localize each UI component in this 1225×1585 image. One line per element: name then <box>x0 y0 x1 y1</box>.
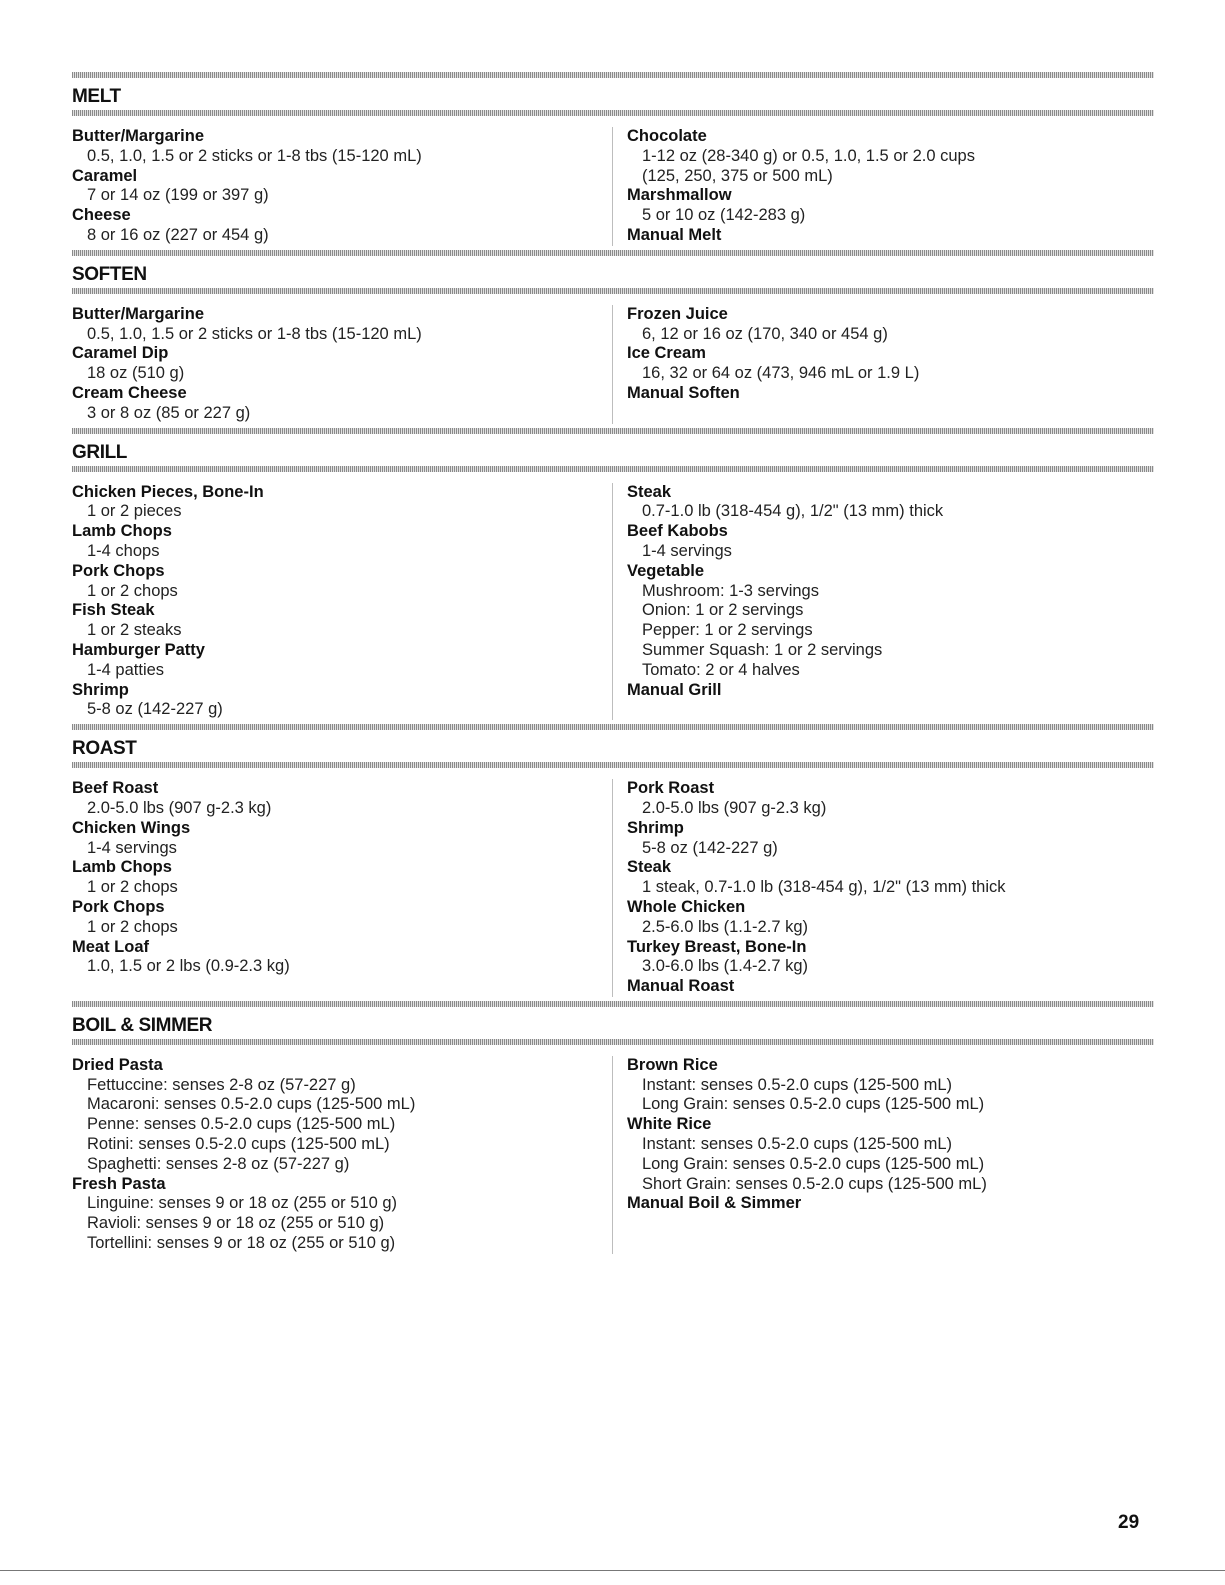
food-item-amount: Onion: 1 or 2 servings <box>642 601 804 620</box>
bottom-edge-line <box>0 1570 1225 1571</box>
food-item <box>627 1194 1154 1214</box>
food-item-amount: 2.0-5.0 lbs (907 g-2.3 kg) <box>642 798 827 817</box>
food-item-title: Manual Melt <box>627 225 722 244</box>
food-item <box>627 384 1154 404</box>
food-item-amount: Pepper: 1 or 2 servings <box>642 621 813 640</box>
left-column <box>72 1056 612 1254</box>
food-item-amount: 5 or 10 oz (142-283 g) <box>642 206 806 225</box>
food-item-amount: Rotini: senses 0.5-2.0 cups (125-500 mL) <box>87 1135 390 1154</box>
food-item-amount: (125, 250, 375 or 500 mL) <box>642 166 833 185</box>
section-title: ROAST <box>72 738 137 760</box>
food-item-title: Pork Chops <box>72 561 165 580</box>
food-item-amount: 1 or 2 chops <box>87 878 178 897</box>
food-item <box>627 681 1154 701</box>
food-item-amount: 0.5, 1.0, 1.5 or 2 sticks or 1-8 tbs (15-120 mL) <box>87 324 422 343</box>
food-item-title: Manual Boil & Simmer <box>627 1194 802 1213</box>
food-item <box>72 641 600 681</box>
food-item <box>627 779 1154 819</box>
section-body <box>72 768 1154 1001</box>
food-item <box>72 562 600 602</box>
food-item <box>72 779 600 819</box>
left-column <box>72 305 612 424</box>
section-title: GRILL <box>72 441 127 463</box>
food-item-amount: Long Grain: senses 0.5-2.0 cups (125-500 mL) <box>642 1154 985 1173</box>
food-item-amount: 1-4 patties <box>87 660 165 679</box>
food-item <box>72 819 600 859</box>
document-page <box>72 72 1154 1258</box>
food-item-title: Frozen Juice <box>627 304 728 323</box>
food-item-amount: 1-12 oz (28-340 g) or 0.5, 1.0, 1.5 or 2.0 cups <box>642 146 975 165</box>
food-item-title: Whole Chicken <box>627 897 746 916</box>
food-item-title: Vegetable <box>627 561 705 580</box>
food-item <box>72 681 600 721</box>
food-item-title: Marshmallow <box>627 186 732 205</box>
food-item-title: Manual Roast <box>627 977 735 996</box>
right-column <box>612 483 1154 721</box>
section-melt <box>72 72 1154 250</box>
food-item-title: Steak <box>627 482 672 501</box>
food-item <box>72 206 600 246</box>
food-item-amount: 6, 12 or 16 oz (170, 340 or 454 g) <box>642 324 888 343</box>
food-item-amount: 1 or 2 steaks <box>87 621 182 640</box>
food-item <box>627 858 1154 898</box>
food-item <box>72 601 600 641</box>
food-item-title: Manual Soften <box>627 383 740 402</box>
food-item <box>72 127 600 167</box>
food-item-amount: Fettuccine: senses 2-8 oz (57-227 g) <box>87 1075 356 1094</box>
food-item-amount: 1 steak, 0.7-1.0 lb (318-454 g), 1/2" (13 mm) thick <box>642 878 1006 897</box>
food-item <box>627 898 1154 938</box>
food-item-amount: 2.5-6.0 lbs (1.1-2.7 kg) <box>642 917 808 936</box>
food-item-title: Butter/Margarine <box>72 127 205 145</box>
food-item <box>72 522 600 562</box>
food-item-amount: Ravioli: senses 9 or 18 oz (255 or 510 g) <box>87 1214 385 1233</box>
food-item <box>72 384 600 424</box>
food-item-title: Steak <box>627 858 672 877</box>
food-item-amount: 1 or 2 chops <box>87 581 178 600</box>
food-item-amount: Instant: senses 0.5-2.0 cups (125-500 mL) <box>642 1075 953 1094</box>
food-item-amount: 0.5, 1.0, 1.5 or 2 sticks or 1-8 tbs (15-120 mL) <box>87 146 422 165</box>
food-item <box>627 483 1154 523</box>
food-item-title: Caramel <box>72 166 138 185</box>
food-item-amount: 1-4 servings <box>642 541 732 560</box>
left-column <box>72 483 612 721</box>
food-item-title: Manual Grill <box>627 680 722 699</box>
food-item <box>72 344 600 384</box>
food-item-amount: 18 oz (510 g) <box>87 364 185 383</box>
page-number: 29 <box>1118 1512 1140 1533</box>
food-item <box>627 305 1154 345</box>
food-item-amount: 1 or 2 pieces <box>87 502 182 521</box>
right-column <box>612 127 1154 246</box>
section-grill <box>72 428 1154 725</box>
food-item-title: Turkey Breast, Bone-In <box>627 937 807 956</box>
food-item-title: Chicken Pieces, Bone-In <box>72 482 264 501</box>
food-item-title: Shrimp <box>627 818 684 837</box>
food-item <box>72 483 600 523</box>
food-item <box>627 819 1154 859</box>
food-item <box>72 167 600 207</box>
food-item-title: Beef Kabobs <box>627 522 728 541</box>
food-item <box>72 938 600 978</box>
food-item-title: Chicken Wings <box>72 818 191 837</box>
section-title: BOIL & SIMMER <box>72 1014 213 1036</box>
food-item-title: Pork Chops <box>72 897 165 916</box>
food-item-amount: Short Grain: senses 0.5-2.0 cups (125-500 mL) <box>642 1174 987 1193</box>
food-item-title: Meat Loaf <box>72 937 150 956</box>
food-item <box>627 562 1154 681</box>
food-item-amount: 3 or 8 oz (85 or 227 g) <box>87 403 251 422</box>
food-item-amount: 7 or 14 oz (199 or 397 g) <box>87 186 269 205</box>
food-item-title: Dried Pasta <box>72 1055 163 1074</box>
food-item <box>72 858 600 898</box>
section-title: SOFTEN <box>72 263 147 285</box>
food-item <box>627 1056 1154 1115</box>
food-item-amount: Spaghetti: senses 2-8 oz (57-227 g) <box>87 1154 350 1173</box>
section-title: MELT <box>72 86 121 107</box>
food-item-amount: Macaroni: senses 0.5-2.0 cups (125-500 mL) <box>87 1095 416 1114</box>
food-item-amount: 3.0-6.0 lbs (1.4-2.7 kg) <box>642 957 808 976</box>
food-item-amount: 5-8 oz (142-227 g) <box>642 838 778 857</box>
food-item-title: Butter/Margarine <box>72 304 205 323</box>
food-item-title: Lamb Chops <box>72 522 172 541</box>
food-item <box>627 127 1154 186</box>
right-column <box>612 1056 1154 1254</box>
food-item-amount: 2.0-5.0 lbs (907 g-2.3 kg) <box>87 798 272 817</box>
food-item <box>627 938 1154 978</box>
food-item-title: Lamb Chops <box>72 858 172 877</box>
food-item-amount: 1-4 chops <box>87 541 160 560</box>
food-item <box>72 898 600 938</box>
food-item-title: Brown Rice <box>627 1055 718 1074</box>
food-item-amount: 8 or 16 oz (227 or 454 g) <box>87 225 269 244</box>
food-item-amount: 16, 32 or 64 oz (473, 946 mL or 1.9 L) <box>642 364 920 383</box>
food-item <box>627 522 1154 562</box>
food-item-amount: Penne: senses 0.5-2.0 cups (125-500 mL) <box>87 1115 396 1134</box>
food-item <box>72 305 600 345</box>
right-column <box>612 305 1154 424</box>
food-item-title: Pork Roast <box>627 779 715 798</box>
food-item <box>627 1115 1154 1194</box>
food-item-amount: Long Grain: senses 0.5-2.0 cups (125-500 mL) <box>642 1095 985 1114</box>
food-item-amount: Tomato: 2 or 4 halves <box>642 660 800 679</box>
section-body <box>72 294 1154 428</box>
food-item-amount: 0.7-1.0 lb (318-454 g), 1/2" (13 mm) thick <box>642 502 944 521</box>
food-item-title: Ice Cream <box>627 344 706 363</box>
food-item-title: Cream Cheese <box>72 383 187 402</box>
food-item-title: Caramel Dip <box>72 344 169 363</box>
left-column <box>72 127 612 246</box>
food-item-title: Shrimp <box>72 680 129 699</box>
food-item-title: Beef Roast <box>72 779 159 798</box>
food-item-title: Chocolate <box>627 127 707 145</box>
food-item <box>627 344 1154 384</box>
food-item <box>627 186 1154 226</box>
food-item-title: Cheese <box>72 206 131 225</box>
food-item <box>627 977 1154 997</box>
food-item-title: White Rice <box>627 1115 712 1134</box>
food-item-amount: 1-4 servings <box>87 838 177 857</box>
section-boil-and-simmer <box>72 1001 1154 1258</box>
food-item <box>72 1056 600 1175</box>
food-item-amount: 1 or 2 chops <box>87 917 178 936</box>
food-item-amount: Linguine: senses 9 or 18 oz (255 or 510 g) <box>87 1194 398 1213</box>
food-item-amount: Mushroom: 1-3 servings <box>642 581 819 600</box>
food-item-amount: Summer Squash: 1 or 2 servings <box>642 640 883 659</box>
right-column <box>612 779 1154 997</box>
food-item-title: Fresh Pasta <box>72 1174 166 1193</box>
food-item-amount: Tortellini: senses 9 or 18 oz (255 or 510 g) <box>87 1234 396 1253</box>
food-item-amount: Instant: senses 0.5-2.0 cups (125-500 mL) <box>642 1135 953 1154</box>
section-body <box>72 1045 1154 1258</box>
section-soften <box>72 250 1154 428</box>
food-item-title: Hamburger Patty <box>72 640 205 659</box>
food-item-amount: 1.0, 1.5 or 2 lbs (0.9-2.3 kg) <box>87 957 290 976</box>
food-item <box>627 226 1154 246</box>
food-item-title: Fish Steak <box>72 601 155 620</box>
section-body <box>72 472 1154 725</box>
food-item <box>72 1175 600 1254</box>
food-item-amount: 5-8 oz (142-227 g) <box>87 700 223 719</box>
section-body <box>72 116 1154 250</box>
section-roast <box>72 724 1154 1001</box>
left-column <box>72 779 612 997</box>
